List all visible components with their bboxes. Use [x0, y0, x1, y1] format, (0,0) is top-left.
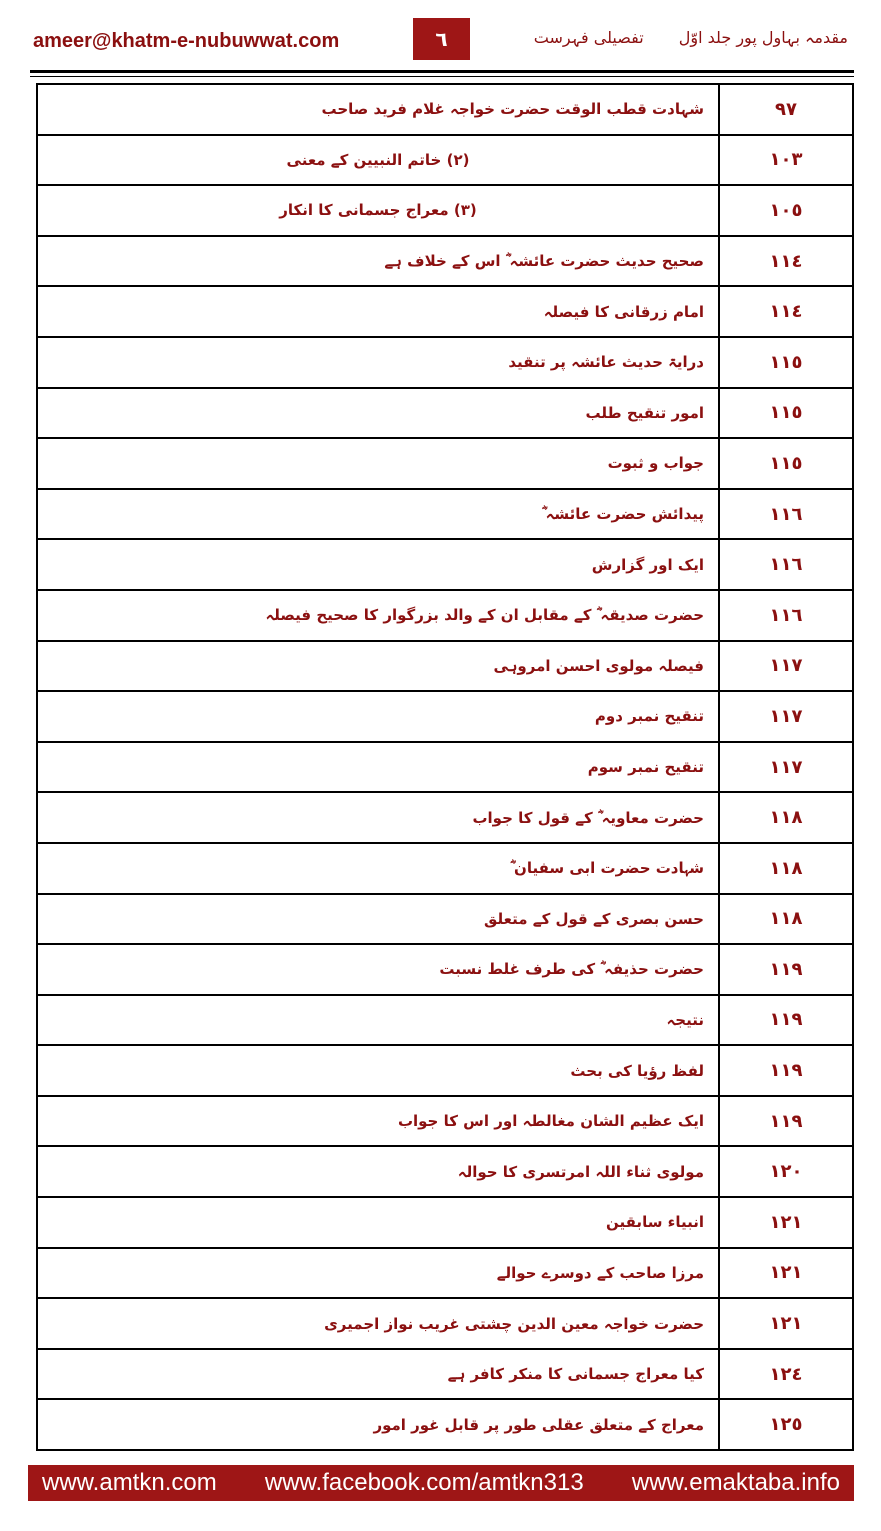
toc-entry-page: ١١٩	[719, 944, 853, 995]
toc-entry-page: ١١٤	[719, 286, 853, 337]
toc-entry-title: انبیاء سابقین	[37, 1197, 719, 1248]
table-row[interactable]	[37, 286, 853, 337]
page-number-badge: ٦	[413, 18, 470, 60]
toc-entry-title: فیصلہ مولوی احسن امروہی	[37, 641, 719, 692]
toc-entry-page: ١١٨	[719, 894, 853, 945]
toc-entry-page: ١١٨	[719, 792, 853, 843]
table-row[interactable]	[37, 337, 853, 388]
toc-entry-page: ١٠٣	[719, 135, 853, 186]
toc-entry-page: ١١٧	[719, 691, 853, 742]
table-row[interactable]	[37, 742, 853, 793]
table-row[interactable]	[37, 590, 853, 641]
toc-entry-title: شہادت حضرت ابی سفیان ؓ	[37, 843, 719, 894]
table-row[interactable]	[37, 792, 853, 843]
toc-entry-page: ١١٥	[719, 337, 853, 388]
toc-entry-title: (٣) معراج جسمانی کا انکار	[37, 185, 719, 236]
table-row[interactable]	[37, 236, 853, 287]
toc-entry-page: ١٢١	[719, 1298, 853, 1349]
table-row[interactable]	[37, 489, 853, 540]
toc-entry-page: ١٢١	[719, 1197, 853, 1248]
toc-entry-title: حضرت خواجہ معین الدین چشتی غریب نواز اجمیری	[37, 1298, 719, 1349]
footer-link-amtkn[interactable]: www.amtkn.com	[42, 1469, 217, 1496]
toc-entry-title: مولوی ثناء اللہ امرتسری کا حوالہ	[37, 1146, 719, 1197]
book-title: مقدمہ بہاول پور جلد اوّل	[678, 28, 848, 47]
toc-entry-title: حضرت صدیقہ ؓ کے مقابل ان کے والد بزرگوار کا صحیح فیصلہ	[37, 590, 719, 641]
toc-entry-title: تنقیح نمبر سوم	[37, 742, 719, 793]
table-row[interactable]	[37, 843, 853, 894]
toc-entry-title: ایک عظیم الشان مغالطہ اور اس کا جواب	[37, 1096, 719, 1147]
toc-entry-title: صحیح حدیث حضرت عائشہ ؓ اس کے خلاف ہے	[37, 236, 719, 287]
toc-body	[37, 84, 853, 1450]
header-rule-thin	[30, 76, 854, 77]
toc-entry-title: شہادت قطب الوقت حضرت خواجہ غلام فرید صاحب	[37, 84, 719, 135]
toc-entry-title: جواب و ثبوت	[37, 438, 719, 489]
table-row[interactable]	[37, 539, 853, 590]
toc-entry-title: کیا معراج جسمانی کا منکر کافر ہے	[37, 1349, 719, 1400]
toc-entry-title: امام زرقانی کا فیصلہ	[37, 286, 719, 337]
toc-entry-page: ١٢٠	[719, 1146, 853, 1197]
toc-entry-title: معراج کے متعلق عقلی طور پر قابل غور امور	[37, 1399, 719, 1450]
table-row[interactable]	[37, 185, 853, 236]
toc-entry-title: حضرت معاویہ ؓ کے قول کا جواب	[37, 792, 719, 843]
toc-entry-page: ١٢٥	[719, 1399, 853, 1450]
toc-entry-title: نتیجہ	[37, 995, 719, 1046]
table-row[interactable]	[37, 641, 853, 692]
toc-entry-page: ١١٥	[719, 438, 853, 489]
toc-entry-page: ١١٩	[719, 995, 853, 1046]
table-row[interactable]	[37, 1298, 853, 1349]
footer-link-emaktaba[interactable]: www.emaktaba.info	[631, 1469, 840, 1496]
toc-entry-page: ١٢٤	[719, 1349, 853, 1400]
toc-entry-page: ١١٧	[719, 742, 853, 793]
toc-entry-title: امور تنقیح طلب	[37, 388, 719, 439]
footer-link-facebook[interactable]: www.facebook.com/amtkn313	[264, 1469, 584, 1496]
table-row[interactable]	[37, 1096, 853, 1147]
table-row[interactable]	[37, 84, 853, 135]
footer-bar	[28, 1465, 854, 1501]
email-address[interactable]: ameer@khatm-e-nubuwwat.com	[33, 30, 340, 52]
toc-entry-page: ١١٥	[719, 388, 853, 439]
table-row[interactable]	[37, 1349, 853, 1400]
toc-entry-page: ١١٦	[719, 489, 853, 540]
table-row[interactable]	[37, 1399, 853, 1450]
section-title: تفصیلی فہرست	[533, 28, 644, 47]
running-title	[534, 28, 848, 47]
toc-entry-title: حضرت حذیفہ ؓ کی طرف غلط نسبت	[37, 944, 719, 995]
toc-entry-page: ٩٧	[719, 84, 853, 135]
toc-entry-page: ١١٩	[719, 1045, 853, 1096]
page-header	[0, 0, 881, 80]
toc-entry-page: ١٢١	[719, 1248, 853, 1299]
toc-entry-title: ایک اور گزارش	[37, 539, 719, 590]
header-rule-thick	[30, 70, 854, 73]
table-row[interactable]	[37, 1197, 853, 1248]
table-row[interactable]	[37, 135, 853, 186]
table-row[interactable]	[37, 1146, 853, 1197]
table-row[interactable]	[37, 894, 853, 945]
table-row[interactable]	[37, 691, 853, 742]
toc-entry-title: (٢) خاتم النبیین کے معنی	[37, 135, 719, 186]
toc-entry-page: ١١٨	[719, 843, 853, 894]
table-of-contents	[36, 83, 854, 1451]
table-row[interactable]	[37, 944, 853, 995]
toc-entry-page: ١١٩	[719, 1096, 853, 1147]
toc-entry-title: درایۃ حدیث عائشہ پر تنقید	[37, 337, 719, 388]
toc-entry-page: ١٠٥	[719, 185, 853, 236]
table-row[interactable]	[37, 1045, 853, 1096]
toc-entry-title: پیدائش حضرت عائشہ ؓ	[37, 489, 719, 540]
toc-entry-page: ١١٤	[719, 236, 853, 287]
table-row[interactable]	[37, 995, 853, 1046]
toc-entry-title: حسن بصری کے قول کے متعلق	[37, 894, 719, 945]
table-row[interactable]	[37, 1248, 853, 1299]
toc-entry-title: مرزا صاحب کے دوسرے حوالے	[37, 1248, 719, 1299]
toc-entry-page: ١١٦	[719, 590, 853, 641]
table-row[interactable]	[37, 438, 853, 489]
toc-entry-title: تنقیح نمبر دوم	[37, 691, 719, 742]
table-row[interactable]	[37, 388, 853, 439]
toc-entry-page: ١١٦	[719, 539, 853, 590]
toc-entry-title: لفظ رؤیا کی بحث	[37, 1045, 719, 1096]
toc-entry-page: ١١٧	[719, 641, 853, 692]
